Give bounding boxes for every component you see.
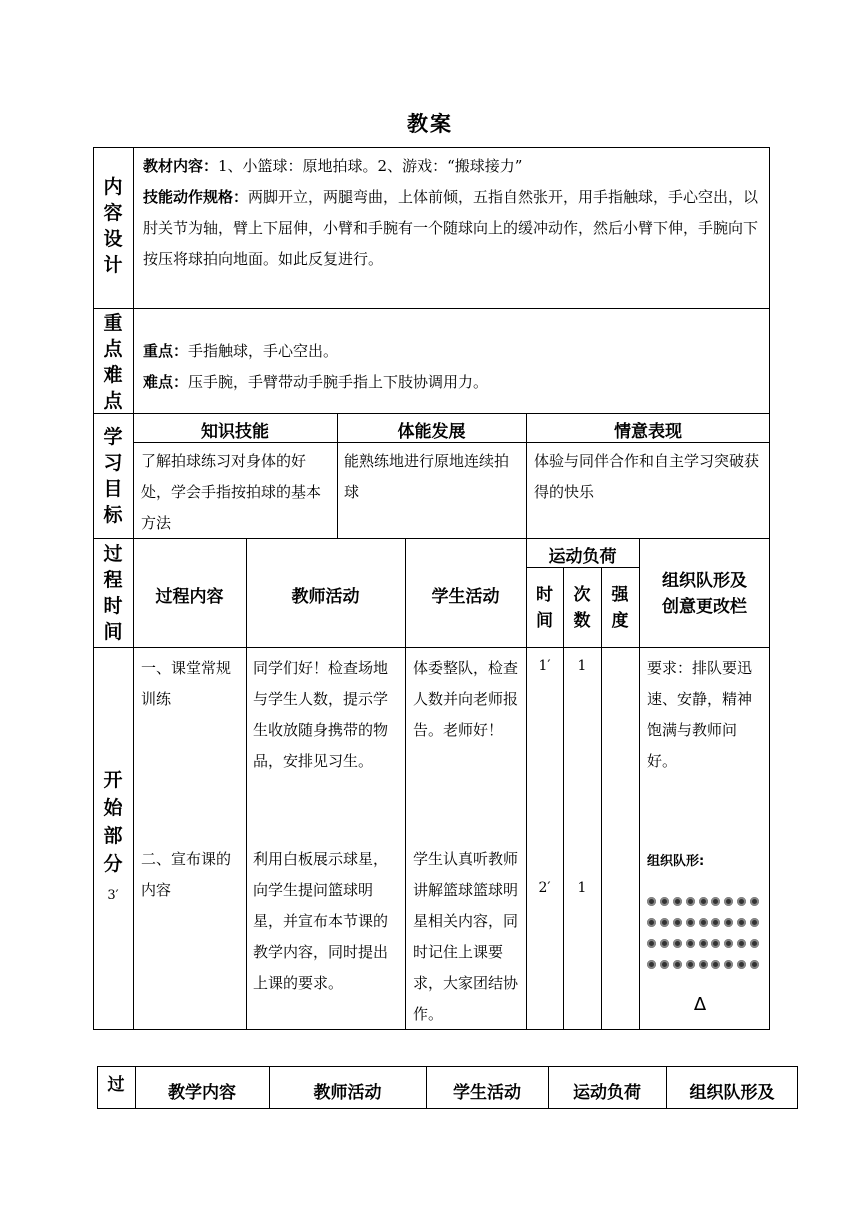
start-section-time: 3′: [107, 888, 119, 903]
header-student-activity: 学生活动: [431, 587, 500, 607]
header-process-content: 过程内容: [155, 587, 224, 607]
second-header-student: 学生活动: [453, 1083, 521, 1103]
row2-student: 学生认真听教师讲解篮球篮球明星相关内容，同时记住上课要求，大家团结协作。: [413, 850, 519, 1023]
teacher-position-icon: Δ: [693, 994, 707, 1015]
goals-emotion-text: 体验与同伴合作和自主学习突破获得的快乐: [534, 452, 760, 501]
row1-content: 一、课堂常规训练: [141, 659, 232, 708]
second-header-content: 教学内容: [168, 1083, 236, 1103]
header-intensity: 强 度: [611, 585, 629, 631]
row1-org: 要求：排队要迅速、安静，精神饱满与教师问好。: [647, 659, 753, 770]
header-teacher-activity: 教师活动: [291, 587, 360, 607]
second-header-org: 组织队形及: [689, 1083, 775, 1103]
formation-title: 组织队形:: [647, 854, 705, 869]
key-points-text: 重点：手指触球，手心空出。 难点：压手腕，手臂带动手腕手指上下肢协调用力。: [143, 342, 489, 391]
goals-fitness-text: 能熟练地进行原地连续拍球: [344, 452, 510, 501]
header-load: 运动负荷: [548, 547, 617, 567]
page-title: 教案: [407, 112, 453, 136]
header-count: 次 数: [573, 585, 591, 631]
second-header-teacher: 教师活动: [313, 1083, 382, 1103]
start-section-label: 开 始 部 分: [103, 769, 123, 875]
key-points-label: 重 点 难 点: [103, 312, 123, 412]
goals-header-knowledge: 知识技能: [201, 422, 269, 442]
goals-header-fitness: 体能发展: [397, 422, 466, 442]
row1-count: 1: [577, 658, 587, 674]
header-organization: 组织队形及 创意更改栏: [662, 571, 747, 617]
row2-teacher: 利用白板展示球星，向学生提问篮球明星，并宣布本节课的教学内容，同时提出上课的要求。: [253, 850, 389, 992]
formation-diagram: [647, 897, 759, 981]
row2-count: 1: [577, 880, 587, 896]
content-design-label: 内 容 设 计: [103, 176, 123, 276]
row1-teacher: 同学们好！检查场地与学生人数，提示学生收放随身携带的物品，安排见习生。: [253, 659, 389, 770]
second-header-load: 运动负荷: [573, 1083, 641, 1103]
row2-content: 二、宣布课的内容: [141, 850, 232, 899]
row2-time: 2′: [538, 880, 551, 896]
goals-header-emotion: 情意表现: [614, 422, 682, 442]
content-design-text: 教材内容：1、小篮球：原地拍球。2、游戏：“搬球接力” 技能动作规格：两脚开立，两腿弯曲，上体前倾，五指自然张开，用手指触球，手心空出，以肘关节为轴，臂上下屈伸，小臂和手腕有一个随球向上的缓冲动作，然后小臂下伸，手腕向下按压将球拍向地面。如此反复进行。: [143, 157, 759, 268]
goals-knowledge-text: 了解拍球练习对身体的好处，学会手指按拍球的基本方法: [141, 452, 322, 532]
goals-label: 学 习 目 标: [103, 426, 123, 526]
header-time: 时 间: [536, 585, 553, 631]
row1-time: 1′: [538, 658, 551, 674]
second-table-label: 过: [107, 1075, 125, 1095]
process-label: 过 程 时 间: [103, 543, 123, 643]
row1-student: 体委整队，检查人数并向老师报告。老师好！: [413, 659, 519, 739]
